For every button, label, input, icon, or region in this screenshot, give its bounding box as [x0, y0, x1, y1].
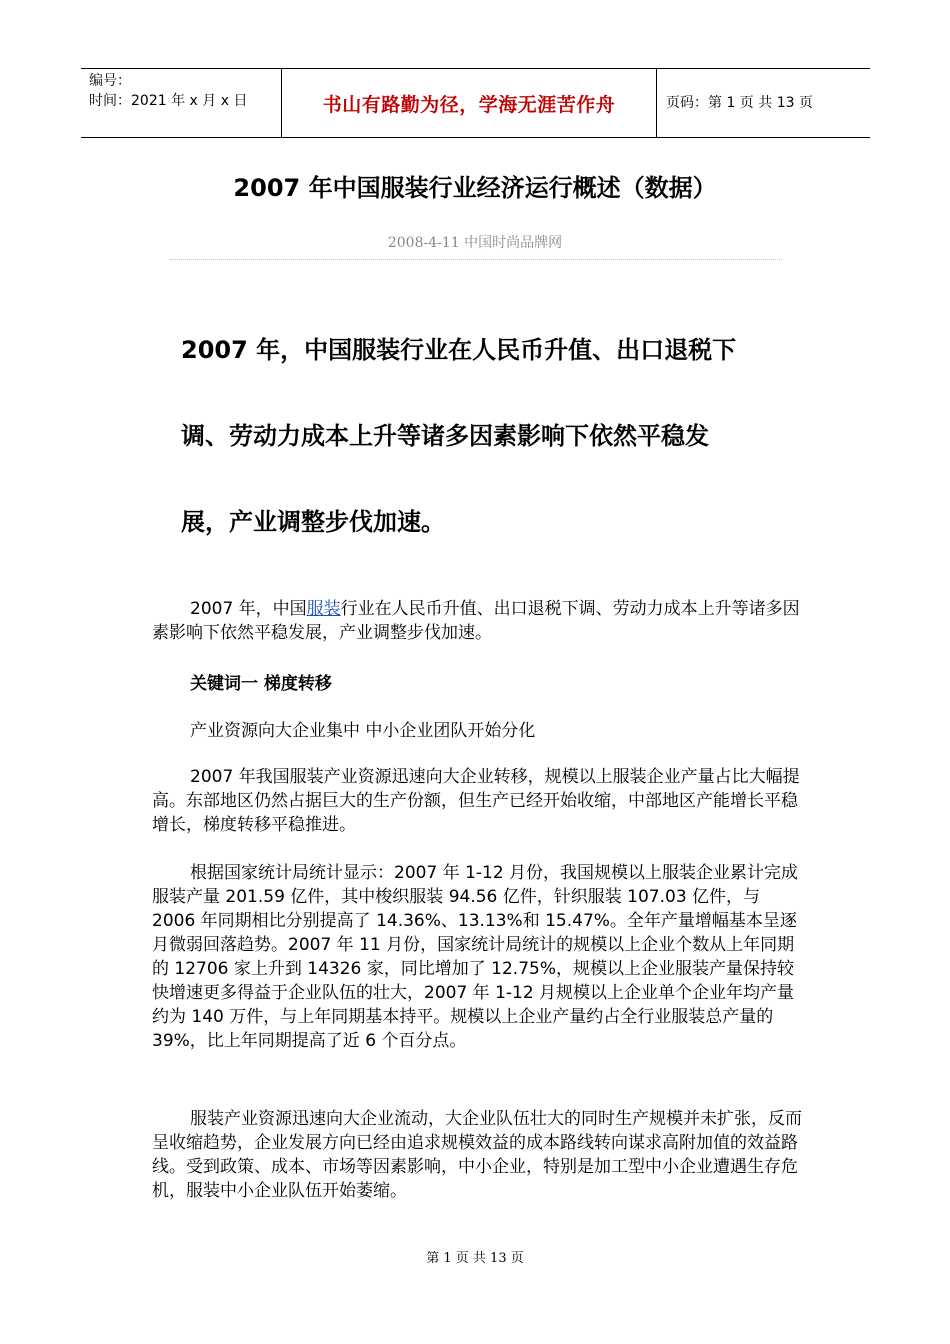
section-subheading: 产业资源向大企业集中 中小企业团队开始分化	[190, 721, 536, 741]
header-motto-cell	[281, 69, 657, 137]
intro-text-end: 行业在人民币升值、出口退税下调、劳动力成本上升等诸多因素影响下依然平稳发展，产业调整步伐加速。	[152, 599, 800, 643]
paragraph-2	[152, 861, 807, 1053]
lead-line: 调、劳动力成本上升等诸多因素影响下依然平稳发	[181, 422, 709, 450]
header-meta	[81, 69, 281, 137]
paragraph-1	[152, 765, 807, 837]
time-label: 时间：2021 年 x 月 x 日	[89, 93, 248, 109]
paragraph-1-text: 2007 年我国服装产业资源迅速向大企业转移，规模以上服装企业产量占比大幅提高。东部地区仍然占据巨大的生产份额，但生产已经开始收缩，中部地区产能增长平稳增长，梯度转移平稳推进。	[152, 767, 800, 835]
article-title: 2007 年中国服装行业经济运行概述（数据）	[233, 174, 717, 202]
lead-summary	[181, 307, 781, 565]
paragraph-3-text: 服装产业资源迅速向大企业流动，大企业队伍壮大的同时生产规模并未扩张，反而呈收缩趋势，企业发展方向已经由追求规模效益的成本路线转向谋求高附加值的效益路线。受到政策、成本、市场等因素影响，中小企业，特别是加工型中小企业遭遇生存危机，服装中小企业队伍开始萎缩。	[152, 1109, 802, 1201]
lead-line: 2007 年，中国服装行业在人民币升值、出口退税下	[181, 336, 737, 364]
intro-paragraph	[152, 597, 807, 645]
number-label: 编号：	[89, 73, 131, 89]
paragraph-3	[152, 1107, 807, 1203]
clothing-link[interactable]: 服装	[306, 599, 341, 619]
header-page-cell	[656, 69, 870, 137]
article-date-source: 2008-4-11 中国时尚品牌网	[387, 235, 563, 251]
title-divider	[170, 259, 782, 260]
header-motto: 书山有路勤为径，学海无涯苦作舟	[322, 93, 616, 116]
document-header	[81, 68, 870, 138]
paragraph-2-text: 根据国家统计局统计显示：2007 年 1-12 月份，我国规模以上服装企业累计完成服装产量 201.59 亿件，其中梭织服装 94.56 亿件，针织服装 107.03 亿件，与 2006 年同期相比分别提高了 14.36%、13.13%和 15.47%。全年产量增幅基本呈逐月微弱回落趋势。2007 年 11 月份，国家统计局统计的规模以上企业个数从上年同期的 12706 家上升到 14326 家，同比增加了 12.75%，规模以上企业服装产量保持较快增速更多得益于企业队伍的壮大，2007 年 1-12 月规模以上企业单个企业年均产量约为 140 万件，与上年同期基本持平。规模以上企业产量约占全行业服装总产量的 39%，比上年同期提高了近 6 个百分点。	[152, 863, 799, 1051]
page-footer: 第 1 页 共 13 页	[426, 1251, 524, 1266]
header-page-info: 页码：第 1 页 共 13 页	[666, 95, 813, 111]
intro-text-start: 2007 年，中国	[190, 599, 307, 619]
keyword-heading: 关键词一 梯度转移	[190, 674, 332, 694]
lead-line: 展，产业调整步伐加速。	[181, 508, 445, 536]
